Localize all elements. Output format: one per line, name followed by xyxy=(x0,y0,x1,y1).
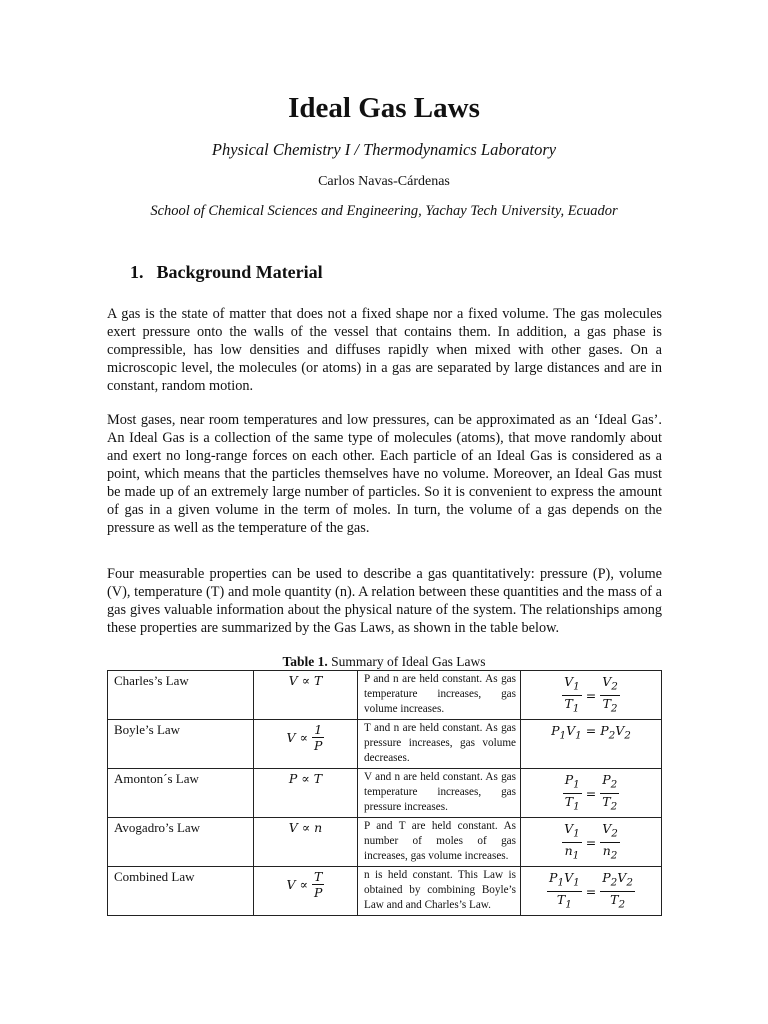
law-name: Boyle’s Law xyxy=(108,720,254,769)
section-title: Background Material xyxy=(156,262,323,282)
paragraph: Four measurable properties can be used to describe a gas quantitatively: pressure (P), volume (V), temperature (T) and mole quantity (n). A relation between these quantities and the mass of a gas gives valuable information about the physical nature of the system. The relationships among these properties are summarized by the Gas Laws, as shown in the table below. xyxy=(107,566,662,636)
table-row xyxy=(108,867,662,916)
table-row xyxy=(108,818,662,867)
law-equation: $P_1V_1 = P_2V_2$ xyxy=(521,720,662,769)
section-number: 1. xyxy=(130,262,144,282)
author-name: Carlos Navas-Cárdenas xyxy=(318,174,450,189)
gas-laws-table xyxy=(107,670,662,916)
law-equation: $\frac{P_1}{T_1}$ = $\frac{P_2}{T_2}$ xyxy=(521,769,662,818)
law-equation: $\frac{V_1}{T_1}$ = $\frac{V_2}{T_2}$ xyxy=(521,671,662,720)
law-description: P and T are held constant. As number of moles of gas increases, gas volume increases. xyxy=(358,818,521,867)
law-description: T and n are held constant. As gas pressure increases, gas volume decreases. xyxy=(358,720,521,769)
law-name: Combined Law xyxy=(108,867,254,916)
table-caption-label: Table 1. xyxy=(282,654,328,669)
law-description: n is held constant. This Law is obtained by combining Boyle’s Law and and Charles’s Law. xyxy=(358,867,521,916)
law-equation: $\frac{P_1V_1}{T_1}$ = $\frac{P_2V_2}{T_2}$ xyxy=(521,867,662,916)
table-row xyxy=(108,720,662,769)
table-caption xyxy=(0,654,768,670)
table-row xyxy=(108,671,662,720)
document-subtitle: Physical Chemistry I / Thermodynamics Laboratory xyxy=(211,140,557,159)
table-row xyxy=(108,769,662,818)
law-name: Amonton´s Law xyxy=(108,769,254,818)
paragraph: Most gases, near room temperatures and low pressures, can be approximated as an ‘Ideal Gas’. An Ideal Gas is a collection of the same type of molecules (atoms), that move randomly about and exert no long-range forces on each other. Each particle of an Ideal Gas is considered as a point, which means that the particles themselves have no volume. Moreover, an Ideal Gas must be made up of an extremely large number of particles. So it is convenient to express the amount of gas in a given volume in the term of moles. In turn, the volume of a gas depends on the pressure as well as the temperature of the gas. xyxy=(107,412,662,536)
author-affiliation: School of Chemical Sciences and Engineering, Yachay Tech University, Ecuador xyxy=(150,203,618,219)
paragraph: A gas is the state of matter that does not a fixed shape nor a fixed volume. The gas molecules exert pressure onto the walls of the vessel that contains them. In addition, a gas phase is compressible, has low densities and diffuses rapidly when mixed with other gases. On a microscopic level, the molecules (or atoms) in a gas are separated by large distances and are in constant, random motion. xyxy=(107,306,662,394)
law-proportionality: V ∝ n xyxy=(254,818,358,867)
law-description: V and n are held constant. As gas temperature increases, gas pressure increases. xyxy=(358,769,521,818)
document-title: Ideal Gas Laws xyxy=(288,92,480,124)
table-caption-text: Summary of Ideal Gas Laws xyxy=(327,654,486,669)
section-heading xyxy=(130,262,323,283)
law-proportionality: V ∝ $\frac{T}{P}$ xyxy=(254,867,358,916)
law-name: Avogadro’s Law xyxy=(108,818,254,867)
law-proportionality: V ∝ T xyxy=(254,671,358,720)
law-name: Charles’s Law xyxy=(108,671,254,720)
law-proportionality: V ∝ $\frac{1}{P}$ xyxy=(254,720,358,769)
law-equation: $\frac{V_1}{n_1}$ = $\frac{V_2}{n_2}$ xyxy=(521,818,662,867)
law-proportionality: P ∝ T xyxy=(254,769,358,818)
law-description: P and n are held constant. As gas temperature increases, gas volume increases. xyxy=(358,671,521,720)
